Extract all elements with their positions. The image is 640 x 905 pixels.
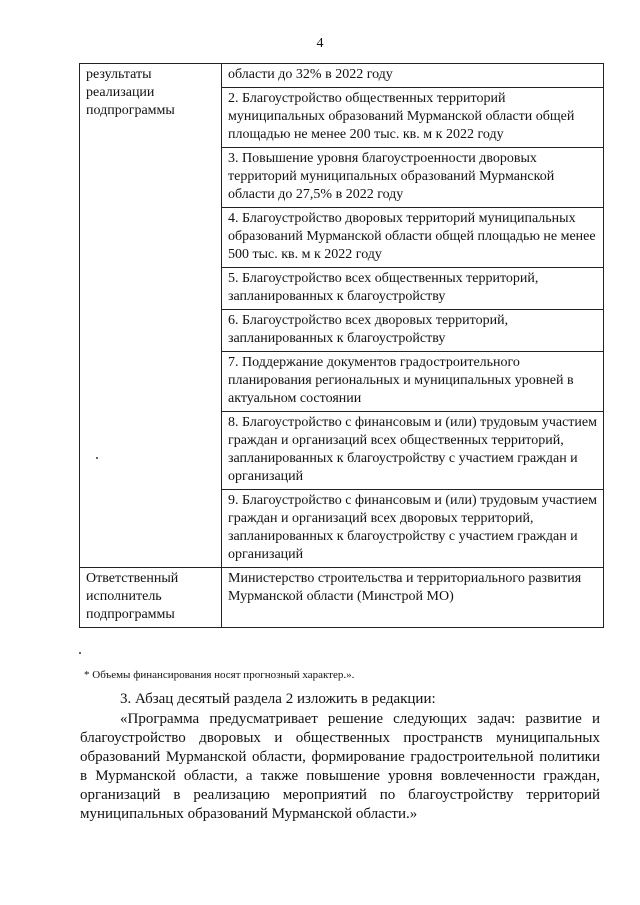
paragraph-quote: «Программа предусматривает решение следующих задач: развитие и благоустройство дворовых и общественных пространств муниципальных образований Мурманской области, формирование градостроительной политики в Мурманской области, а также повышение уровня вовлеченности граждан, организаций в реализацию мероприятий по благоустройству территорий муниципальных образований Мурманской области.» [80,711,600,822]
result-item: 2. Благоустройство общественных территорий муниципальных образований Мурманской области общей площадью не менее 200 тыс. кв. м к 2022 году [222,88,604,148]
result-item: 8. Благоустройство с финансовым и (или) трудовым участием граждан и организаций всех общественных территорий, запланированных к благоустройству с участием граждан и организаций [222,412,604,490]
body-text [80,690,600,824]
result-item: 5. Благоустройство всех общественных территорий, запланированных к благоустройству [222,268,604,310]
table-row [80,568,604,628]
scan-speck [79,652,81,654]
responsible-executor: Министерство строительства и территориального развития Мурманской области (Минстрой МО) [222,568,604,628]
result-item: 7. Поддержание документов градостроительного планирования региональных и муниципальных уровней в актуальном состоянии [222,352,604,412]
program-passport-table [79,63,604,628]
result-item: 4. Благоустройство дворовых территорий муниципальных образований Мурманской области общей площадью не менее 500 тыс. кв. м к 2022 году [222,208,604,268]
table-row [80,64,604,88]
result-item: 9. Благоустройство с финансовым и (или) трудовым участием граждан и организаций всех дворовых территорий, запланированных к благоустройству с участием граждан и организаций [222,490,604,568]
result-item: 3. Повышение уровня благоустроенности дворовых территорий муниципальных образований Мурманской области до 27,5% в 2022 году [222,148,604,208]
paragraph-amendment: 3. Абзац десятый раздела 2 изложить в редакции: [120,691,436,707]
page-number: 4 [316,36,324,51]
result-item: области до 32% в 2022 году [222,64,604,88]
footnote: * Объемы финансирования носят прогнозный характер.». [84,669,355,681]
row-label-responsible: Ответственный исполнитель подпрограммы [80,568,222,628]
scan-speck [96,457,98,459]
row-label-results: результаты реализации подпрограммы [80,64,222,568]
result-item: 6. Благоустройство всех дворовых территорий, запланированных к благоустройству [222,310,604,352]
